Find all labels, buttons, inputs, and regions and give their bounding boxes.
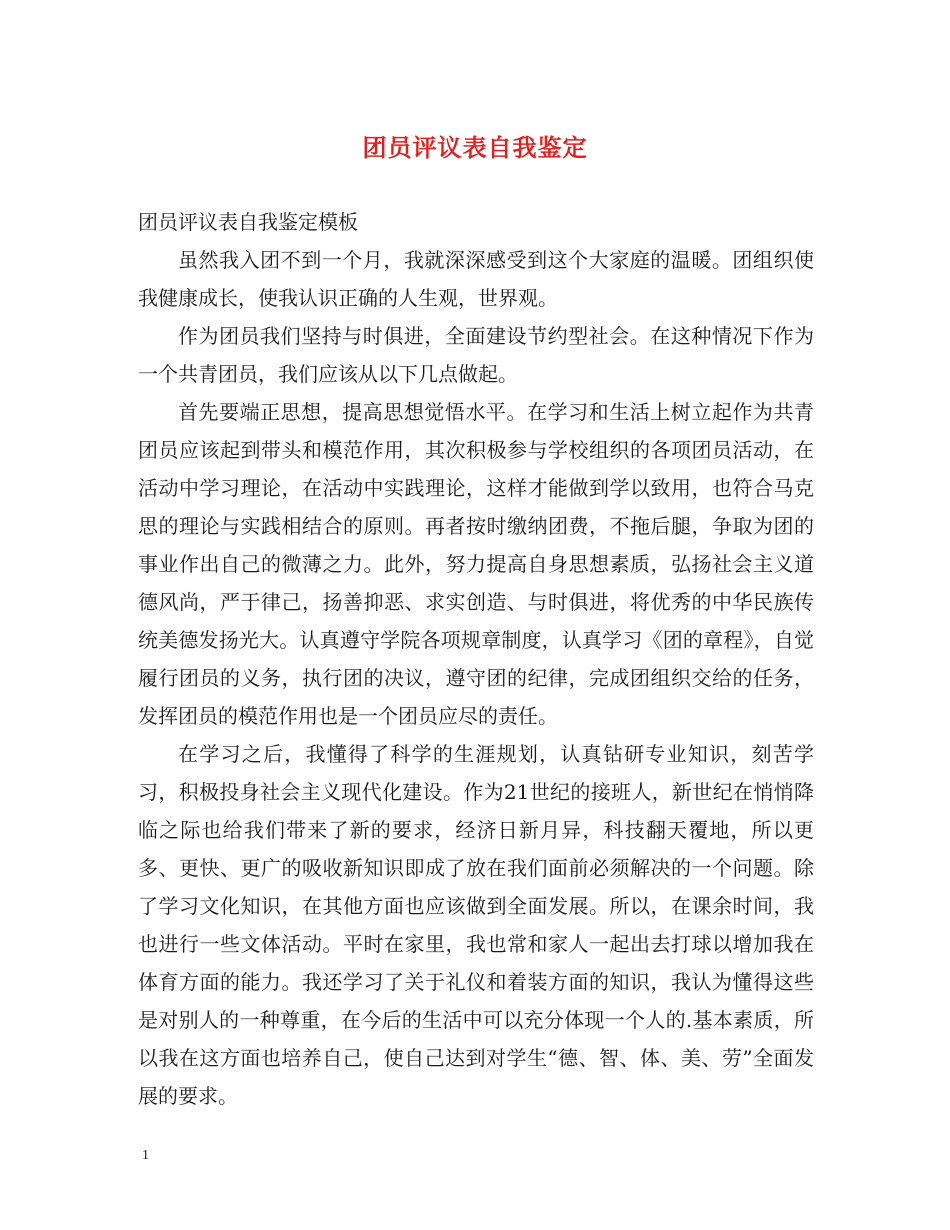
document-subtitle: 团员评议表自我鉴定模板 xyxy=(138,210,358,234)
paragraph-2: 作为团员我们坚持与时俱进，全面建设节约型社会。在这种情况下作为一个共青团员，我们应该从以下几点做起。 xyxy=(138,324,814,386)
paragraph-3: 首先要端正思想，提高思想觉悟水平。在学习和生活上树立起作为共青团员应该起到带头和模范作用，其次积极参与学校组织的各项团员活动，在活动中学习理论，在活动中实践理论，这样才能做到学以致用，也符合马克思的理论与实践相结合的原则。再者按时缴纳团费，不拖后腿，争取为团的事业作出自己的微薄之力。此外，努力提高自身思想素质，弘扬社会主义道德风尚，严于律己，扬善抑恶、求实创造、与时俱进，将优秀的中华民族传统美德发扬光大。认真遵守学院各项规章制度，认真学习《团的章程》，自觉履行团员的义务，执行团的决议，遵守团的纪律，完成团组织交给的任务，发挥团员的模范作用也是一个团员应尽的责任。 xyxy=(138,400,814,728)
paragraph-4: 在学习之后，我懂得了科学的生涯规划，认真钻研专业知识，刻苦学习，积极投身社会主义现代化建设。作为21世纪的接班人，新世纪在悄悄降临之际也给我们带来了新的要求，经济日新月异，科技翻天覆地，所以更多、更快、更广的吸收新知识即成了放在我们面前必须解决的一个问题。除了学习文化知识，在其他方面也应该做到全面发展。所以，在课余时间，我也进行一些文体活动。平时在家里，我也常和家人一起出去打球以增加我在体育方面的能力。我还学习了关于礼仪和着装方面的知识，我认为懂得这些是对别人的一种尊重，在今后的生活中可以充分体现一个人的.基本素质，所以我在这方面也培养自己，使自己达到对学生“德、智、体、美、劳”全面发展的要求。 xyxy=(138,742,814,1108)
page-number: 1 xyxy=(142,1148,149,1163)
paragraph-1: 虽然我入团不到一个月，我就深深感受到这个大家庭的温暖。团组织使我健康成长，使我认识正确的人生观，世界观。 xyxy=(138,248,814,310)
document-body xyxy=(138,203,814,1115)
document-title: 团员评议表自我鉴定 xyxy=(362,133,588,162)
